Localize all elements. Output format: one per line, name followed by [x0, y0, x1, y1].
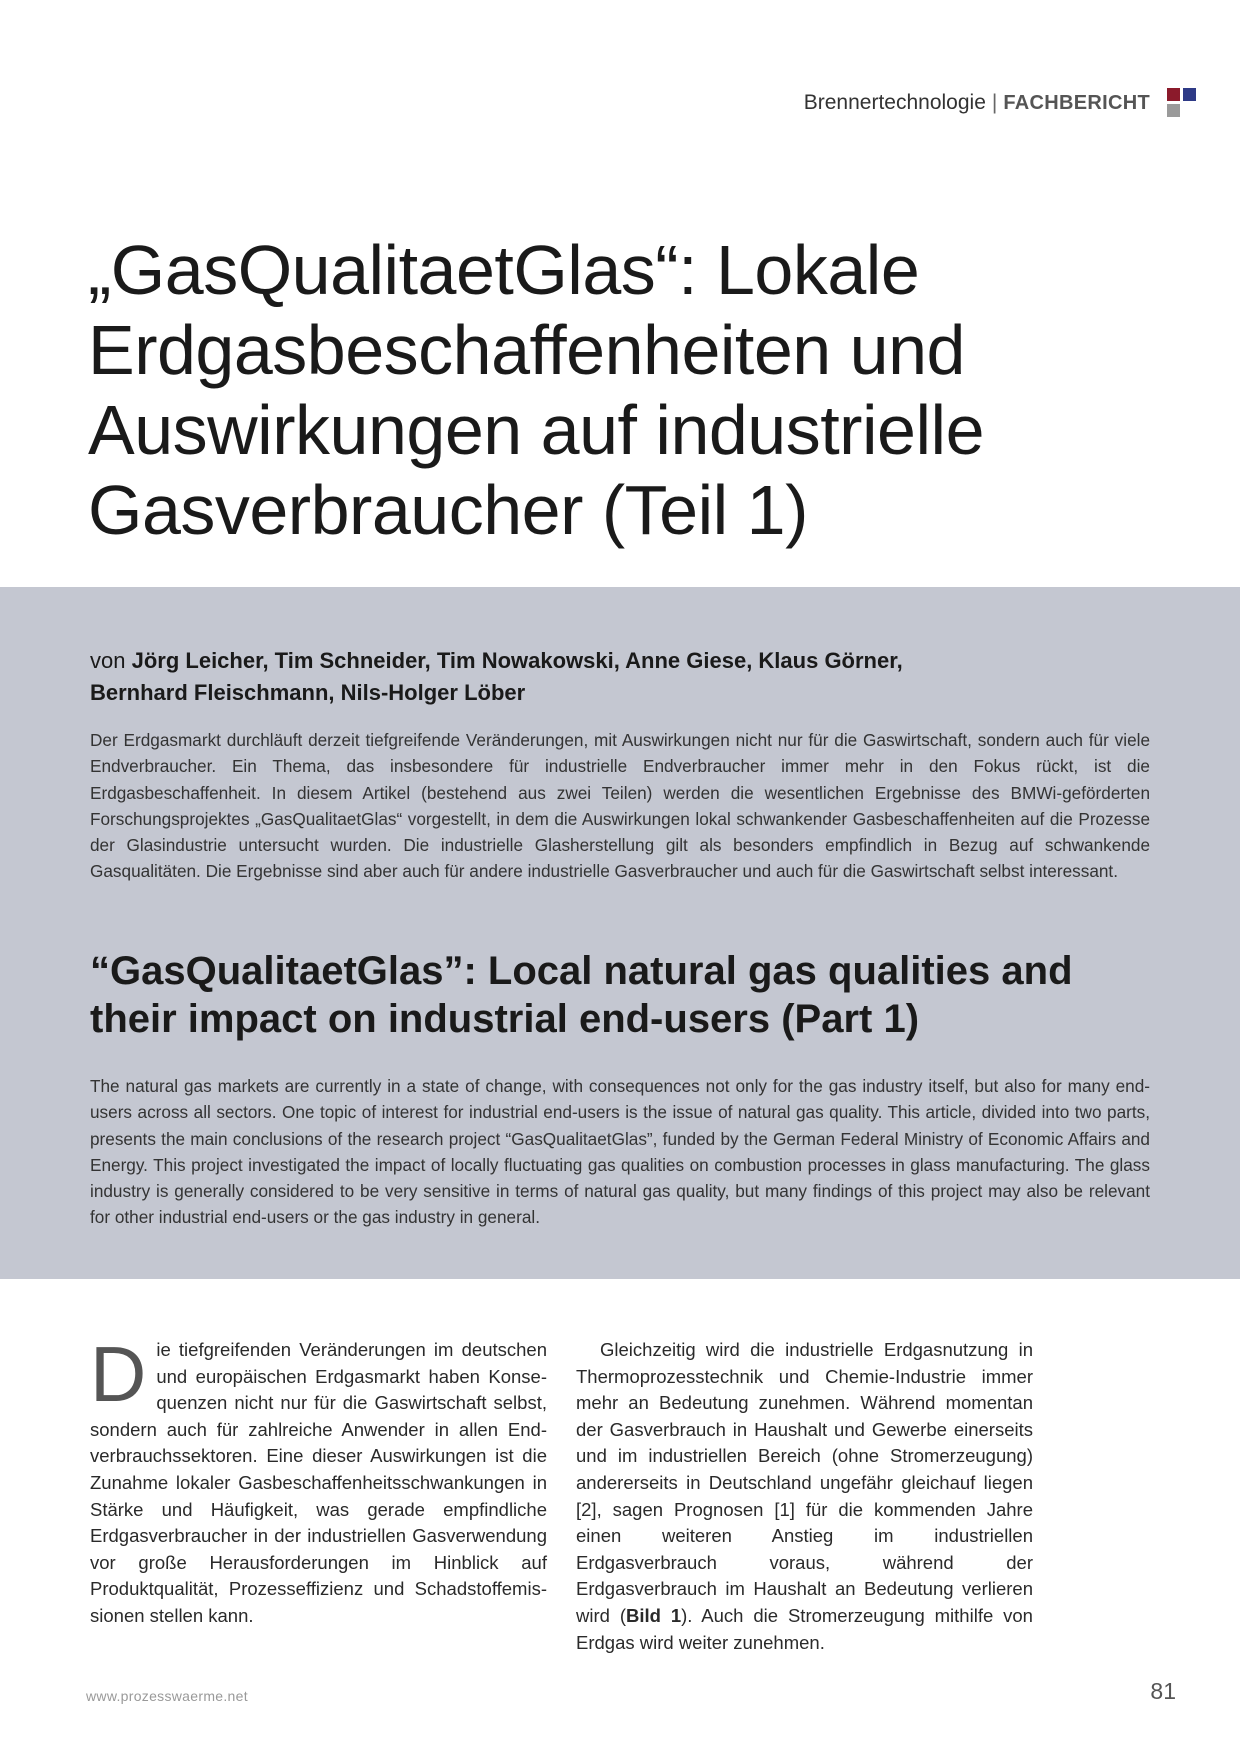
author-list — [90, 645, 1150, 709]
body-column-left — [90, 1330, 547, 1630]
header-section: Brennertechnologie — [803, 91, 986, 114]
running-header — [804, 88, 1150, 118]
logo-square-gray — [1167, 104, 1180, 117]
english-title: “GasQualitaetGlas”: Local natural gas qualities and their impact on industrial end-users (Part 1) — [90, 949, 1073, 1041]
title-line: Erdgasbeschaffenheiten und — [88, 311, 965, 389]
drop-cap: D — [90, 1330, 147, 1418]
footer-website: www.prozesswaerme.net — [86, 1688, 248, 1704]
title-line: Gasverbraucher (Teil 1) — [88, 471, 808, 549]
author-names-line2: Bernhard Fleischmann, Nils-Holger Löber — [90, 680, 526, 705]
body-column-right — [576, 1337, 1033, 1656]
figure-reference: Bild 1 — [625, 1604, 682, 1626]
article-title — [88, 230, 1168, 550]
header-article-type: FACHBERICHT — [1003, 91, 1150, 114]
logo-square-blue — [1183, 88, 1196, 101]
abstract-english: The natural gas markets are currently in a state of change, with consequences not only for the gas industry itself, but also for many end-users across all sectors. One topic of interest for industrial end-users is the issue of natural gas quality. This article, divided into two parts, presents the main conclusions of the research project “GasQualitaetGlas”, funded by the German Federal Ministry of Economic Affairs and Energy. This project investigated the impact of locally fluctuating gas qualities on combustion processes in glass manufacturing. The glass industry is generally considered to be very sensitive in terms of natural gas quality, but many findings of this project may also be relevant for other industrial end-users or the gas industry in general. — [90, 1076, 1150, 1228]
page-number: 81 — [1150, 1678, 1176, 1704]
header-separator: | — [991, 91, 998, 114]
author-names-line1: Jörg Leicher, Tim Schneider, Tim Nowakowski, Anne Giese, Klaus Görner, — [131, 648, 903, 673]
author-prefix: von — [90, 648, 126, 673]
body-paragraph: ie tiefgreifenden Veränderungen im deutschen und europäischen Erdgasmarkt haben Konsequenzen nicht nur für die Gaswirtschaft selbst, sondern auch für zahlreiche Anwender in allen Endverbrauchssektoren. Eine dieser Auswirkungen ist die Zunahme lokaler Gasbeschaffenheitsschwankungen in Stärke und Häufigkeit, was gerade empfindliche Erdgasverbraucher in der industriellen Gasverwendung vor große Herausforderungen im Hinblick auf Produktqualität, Prozesseffizienz und Schadstoffemissionen stellen kann. — [90, 1339, 547, 1626]
body-paragraph-end: ). Auch die Stromerzeugung mithilfe von Erdgas wird weiter zunehmen. — [576, 1604, 1033, 1653]
body-paragraph: Gleichzeitig wird die industrielle Erdgasnutzung in Thermoprozesstechnik und Chemie-Industrie immer mehr an Bedeutung zunehmen. Während momentan der Gasverbrauch in Haushalt und Gewerbe einerseits und im industriellen Bereich (ohne Stromerzeugung) andererseits in Deutschland ungefähr gleichauf liegen [2], sagen Prognosen [1] für die kommenden Jahre einen weiteren Anstieg im industriellen Erdgasverbrauch voraus, während der Erdgasverbrauch im Haushalt an Bedeutung verlieren wird ( — [576, 1339, 1033, 1626]
logo-square-red — [1167, 88, 1180, 101]
abstract-german: Der Erdgasmarkt durchläuft derzeit tiefgreifende Veränderungen, mit Auswirkungen nicht nur für die Gaswirtschaft, sondern auch für viele Endverbraucher. Ein Thema, das insbesondere für industrielle Endverbraucher immer mehr in den Fokus rückt, ist die Erdgasbeschaffenheit. In diesem Artikel (bestehend aus zwei Teilen) werden die wesentlichen Ergebnisse des BMWi-geförderten Forschungsprojektes „GasQualitaetGlas“ vorgestellt, in dem die Auswirkungen lokal schwankender Gasbeschaffenheiten auf die Prozesse der Glasindustrie untersucht wurden. Die industrielle Glasherstellung gilt als besonders empfindlich in Bezug auf schwankende Gasqualitäten. Die Ergebnisse sind aber auch für andere industrielle Gasverbraucher und auch für die Gaswirtschaft selbst interessant. — [90, 730, 1150, 882]
journal-logo-icon — [1167, 88, 1199, 119]
title-line: Auswirkungen auf industrielle — [88, 391, 985, 469]
title-line: „GasQualitaetGlas“: Lokale — [88, 231, 920, 309]
